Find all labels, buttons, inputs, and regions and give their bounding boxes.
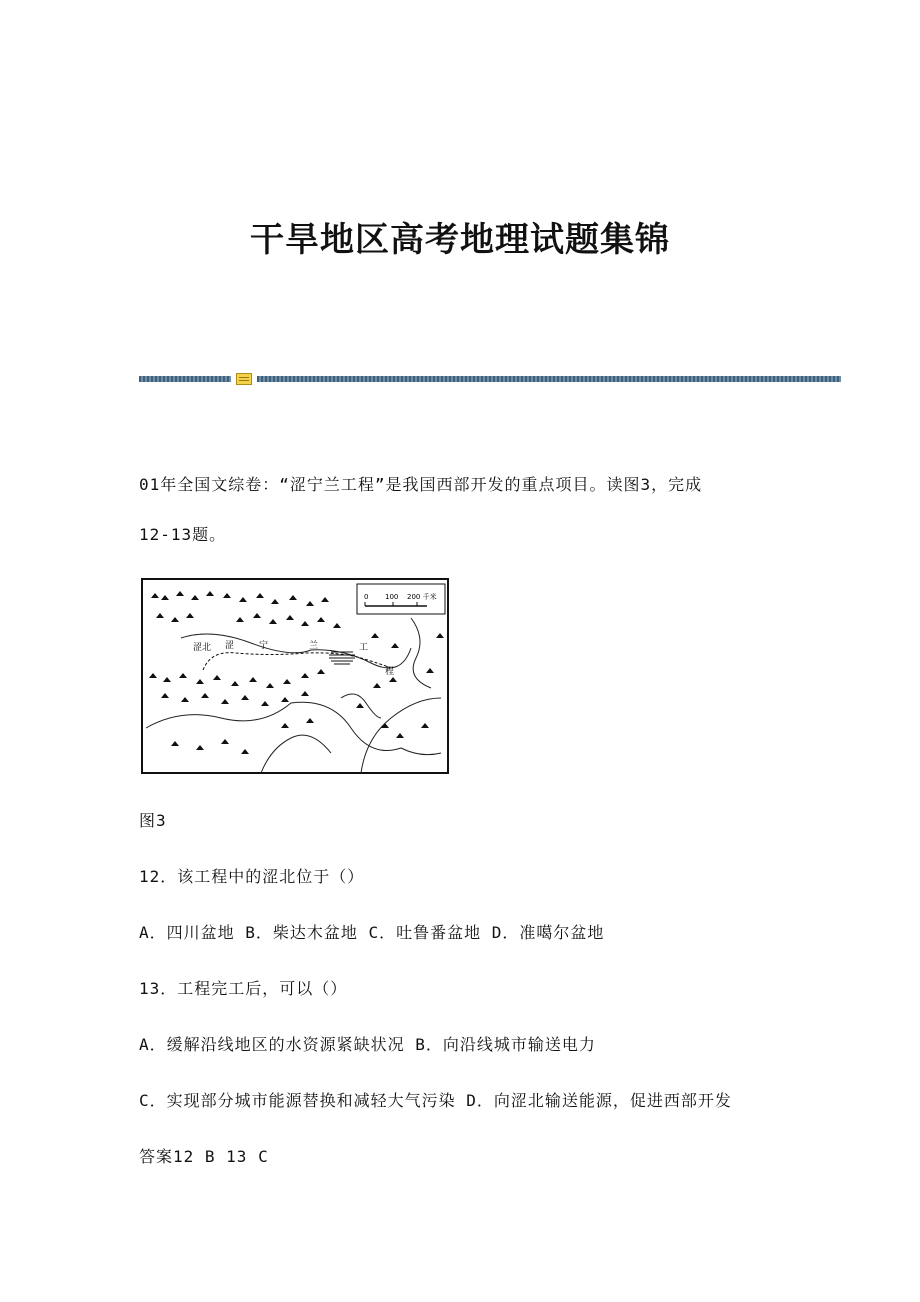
envelope-icon bbox=[236, 373, 252, 385]
map-scale-100: 100 bbox=[385, 593, 399, 601]
map-label-project-char-1: 涩 bbox=[225, 641, 235, 651]
map-scale-200: 200 千米 bbox=[407, 593, 437, 601]
answer-key: 答案12 B 13 C bbox=[139, 1147, 269, 1166]
question-12-stem: 12．该工程中的涩北位于（） bbox=[139, 867, 365, 886]
question-13-options-line2: C．实现部分城市能源替换和减轻大气污染 D．向涩北输送能源，促进西部开发 bbox=[139, 1091, 732, 1110]
divider-bar-left bbox=[139, 376, 231, 382]
intro-text: 01年全国文综卷：“涩宁兰工程”是我国西部开发的重点项目。读图3，完成 bbox=[139, 475, 703, 494]
document-title: 干旱地区高考地理试题集锦 bbox=[250, 220, 670, 260]
figure-caption: 图3 bbox=[139, 811, 167, 830]
question-13-options-line1: A．缓解沿线地区的水资源紧缺状况 B．向沿线城市输送电力 bbox=[139, 1035, 596, 1054]
divider-bar-right bbox=[257, 376, 841, 382]
map-label-project-char-5: 程 bbox=[385, 667, 395, 677]
map-label-project-char-3: 兰 bbox=[309, 641, 319, 651]
intro-text-continued: 12-13题。 bbox=[139, 525, 227, 544]
map-label-project-char-2: 宁 bbox=[259, 641, 269, 651]
decorative-divider bbox=[139, 372, 841, 386]
question-13-stem: 13．工程完工后，可以（） bbox=[139, 979, 348, 998]
question-12-options: A．四川盆地 B．柴达木盆地 C．吐鲁番盆地 D．准噶尔盆地 bbox=[139, 923, 605, 942]
project-map-figure bbox=[141, 578, 449, 774]
map-scale-zero: 0 bbox=[364, 593, 369, 601]
map-label-sebei: 涩北 bbox=[193, 643, 212, 653]
map-label-project-char-4: 工 bbox=[359, 643, 369, 653]
